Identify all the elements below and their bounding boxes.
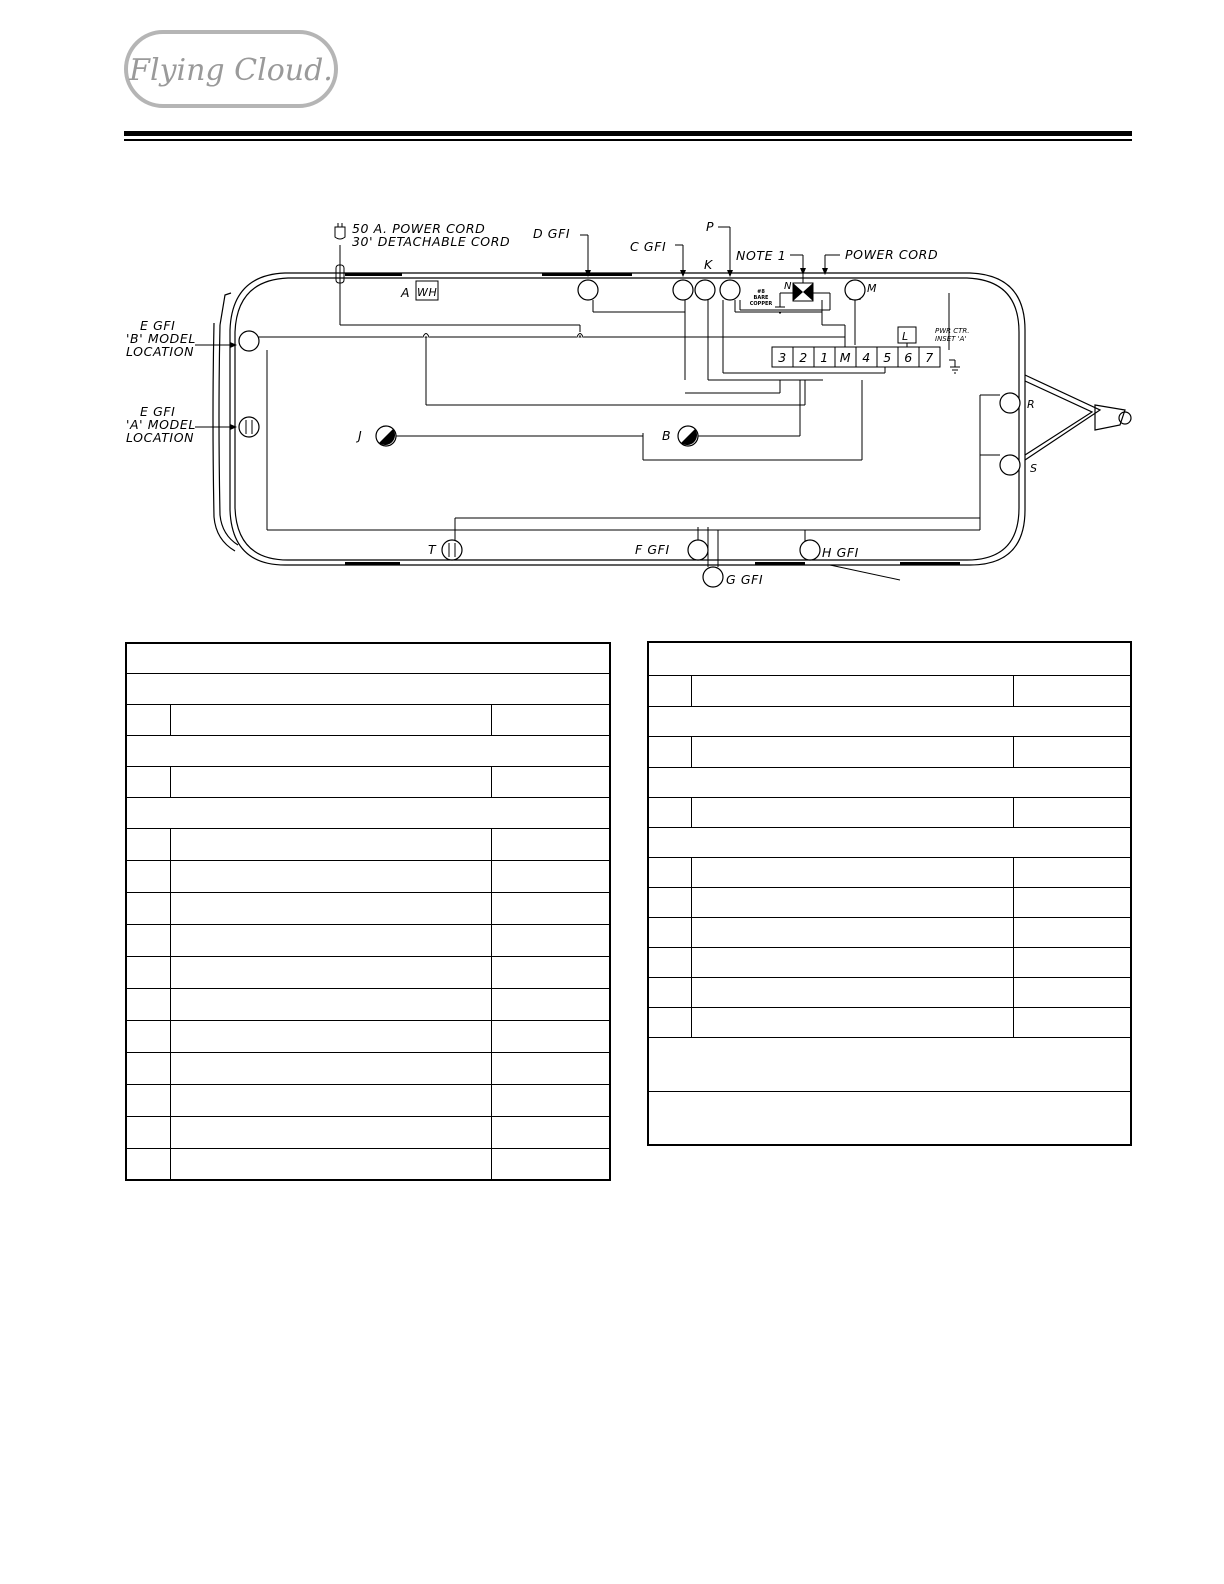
terminal-label: 4 (862, 350, 871, 365)
label-e-gfi-b-2: 'B' MODEL (126, 331, 196, 346)
cell-num (648, 857, 691, 887)
terminal-label: 6 (904, 350, 913, 365)
neutral-bowtie-icon (793, 283, 813, 301)
cell-num (126, 924, 170, 956)
table-row (648, 857, 1131, 887)
label-power-cord-1: 50 A. POWER CORD (352, 221, 486, 236)
cell-val (491, 956, 610, 988)
cell-desc (170, 988, 491, 1020)
table-section-row (648, 827, 1131, 857)
label-bare-copper-1: #8 (757, 289, 765, 295)
table-row (126, 1116, 610, 1148)
terminal-label: 5 (883, 350, 892, 365)
label-k: K (704, 257, 713, 272)
cell-desc (691, 675, 1013, 706)
label-r: R (1027, 398, 1036, 411)
label-p: P (706, 219, 715, 234)
cell-desc (691, 947, 1013, 977)
label-e-gfi-b-1: E GFI (140, 318, 176, 333)
receptacle-c-gfi (673, 280, 693, 300)
header-rule-thick (124, 131, 1132, 136)
cell-desc (691, 917, 1013, 947)
cell-num (648, 797, 691, 827)
receptacle-t (442, 540, 462, 560)
cell-num (648, 887, 691, 917)
cell-num (648, 736, 691, 767)
cell-num (648, 917, 691, 947)
label-e-gfi-a-2: 'A' MODEL (126, 417, 196, 432)
label-e-gfi-a-1: E GFI (140, 404, 176, 419)
cell-val (491, 704, 610, 735)
cell-val (1013, 736, 1131, 767)
label-e-gfi-b-3: LOCATION (126, 344, 195, 359)
cell-num (126, 1020, 170, 1052)
table-row (126, 704, 610, 735)
right-spec-table (647, 641, 1132, 1146)
receptacle-p (720, 280, 740, 300)
cell-desc (170, 1052, 491, 1084)
cell-desc (691, 887, 1013, 917)
cell-val (1013, 887, 1131, 917)
table-section-row (126, 643, 610, 673)
table-section-row (648, 642, 1131, 675)
section-cell (648, 827, 1131, 857)
cell-num (648, 1007, 691, 1037)
cell-num (126, 892, 170, 924)
cell-val (491, 1148, 610, 1180)
label-j: J (358, 428, 363, 443)
cell-num (126, 860, 170, 892)
table-row (126, 956, 610, 988)
table-row (126, 860, 610, 892)
cell-num (126, 1052, 170, 1084)
cell-desc (170, 1148, 491, 1180)
label-m: M (867, 282, 878, 295)
cell-val (1013, 857, 1131, 887)
cell-desc (691, 977, 1013, 1007)
label-wh: WH (417, 286, 438, 299)
label-e-gfi-a-3: LOCATION (126, 430, 195, 445)
table-row (648, 947, 1131, 977)
table-section-row (126, 797, 610, 828)
table-row (648, 917, 1131, 947)
table-row (648, 887, 1131, 917)
table-row (126, 988, 610, 1020)
cell-desc (691, 797, 1013, 827)
label-bare-copper-3: COPPER (749, 301, 773, 307)
terminal-label: 3 (778, 350, 787, 365)
cell-desc (170, 1020, 491, 1052)
cell-val (491, 1020, 610, 1052)
cell-val (491, 766, 610, 797)
table-row (648, 736, 1131, 767)
receptacle-s (1000, 455, 1020, 475)
table-row (126, 766, 610, 797)
cell-val (1013, 947, 1131, 977)
cell-num (126, 1116, 170, 1148)
cell-num (648, 977, 691, 1007)
receptacle-g-gfi (703, 567, 723, 587)
terminal-label: 2 (799, 350, 808, 365)
table-section-row (126, 735, 610, 766)
table-row (126, 1052, 610, 1084)
table-row (648, 977, 1131, 1007)
cell-val (491, 892, 610, 924)
cell-num (126, 1148, 170, 1180)
table-row (648, 1007, 1131, 1037)
label-b: B (662, 428, 672, 443)
label-l: L (902, 330, 909, 343)
label-f-gfi: F GFI (635, 542, 670, 557)
cell-num (126, 956, 170, 988)
receptacle-f-gfi (688, 540, 708, 560)
cell-num (648, 947, 691, 977)
cell-val (491, 988, 610, 1020)
section-cell (648, 1091, 1131, 1145)
table-section-row (648, 706, 1131, 736)
light-fixture-j (376, 426, 396, 446)
label-pwr-ctr-1: PWR CTR. (935, 327, 970, 335)
label-c-gfi: C GFI (630, 239, 667, 254)
receptacle-r (1000, 393, 1020, 413)
table-section-row (126, 673, 610, 704)
cell-desc (691, 736, 1013, 767)
light-fixture-b (678, 426, 698, 446)
section-cell (648, 706, 1131, 736)
receptacle-e-gfi-b (239, 331, 259, 351)
terminal-label: 7 (925, 350, 934, 365)
table-section-row (648, 767, 1131, 797)
section-cell (648, 1037, 1131, 1091)
terminal-label: M (839, 350, 852, 365)
section-cell (126, 797, 610, 828)
cell-num (126, 766, 170, 797)
cell-val (1013, 977, 1131, 1007)
label-power-cord-2: 30' DETACHABLE CORD (352, 234, 511, 249)
table-row (126, 1084, 610, 1116)
cell-num (126, 988, 170, 1020)
receptacle-d-gfi (578, 280, 598, 300)
label-t: T (428, 542, 437, 557)
table-row (126, 924, 610, 956)
cell-num (648, 675, 691, 706)
cell-num (126, 704, 170, 735)
cell-desc (170, 956, 491, 988)
section-cell (648, 642, 1131, 675)
label-d-gfi: D GFI (533, 226, 571, 241)
flying-cloud-logo (124, 30, 338, 108)
section-cell (648, 767, 1131, 797)
cell-desc (170, 860, 491, 892)
receptacle-k (695, 280, 715, 300)
cell-val (491, 860, 610, 892)
table-row (126, 1148, 610, 1180)
cell-num (126, 1084, 170, 1116)
receptacle-h-gfi (800, 540, 820, 560)
cell-desc (691, 857, 1013, 887)
cell-desc (170, 1116, 491, 1148)
cell-desc (170, 828, 491, 860)
table-row (126, 1020, 610, 1052)
cell-desc (170, 704, 491, 735)
cell-val (491, 1084, 610, 1116)
cell-desc (691, 1007, 1013, 1037)
cell-val (491, 828, 610, 860)
receptacle-m (845, 280, 865, 300)
label-pwr-ctr-2: INSET 'A' (935, 335, 967, 343)
cell-val (1013, 675, 1131, 706)
table-section-row (648, 1037, 1131, 1091)
label-n: N (784, 281, 793, 292)
label-a: A (401, 285, 411, 300)
wiring-diagram (110, 215, 1140, 600)
label-s: S (1030, 462, 1038, 475)
cell-desc (170, 892, 491, 924)
logo-text: Flying Cloud. (129, 53, 333, 88)
cell-val (491, 924, 610, 956)
terminal-label: 1 (820, 350, 829, 365)
label-power-cord: POWER CORD (845, 247, 939, 262)
section-cell (126, 643, 610, 673)
left-spec-table (125, 642, 611, 1181)
cell-val (1013, 797, 1131, 827)
table-row (648, 675, 1131, 706)
section-cell (126, 673, 610, 704)
label-note1: NOTE 1 (736, 248, 787, 263)
header-rule-thin (124, 139, 1132, 141)
trailer-body-outline (230, 273, 1025, 565)
cell-val (491, 1116, 610, 1148)
label-h-gfi: H GFI (822, 545, 859, 560)
cell-desc (170, 924, 491, 956)
cell-val (491, 1052, 610, 1084)
cell-val (1013, 1007, 1131, 1037)
cell-num (126, 828, 170, 860)
terminal-strip (772, 347, 940, 367)
table-section-row (648, 1091, 1131, 1145)
table-row (126, 892, 610, 924)
section-cell (126, 735, 610, 766)
cell-desc (170, 1084, 491, 1116)
table-row (648, 797, 1131, 827)
receptacle-e-gfi-a (239, 417, 259, 437)
table-row (126, 828, 610, 860)
cell-desc (170, 766, 491, 797)
label-g-gfi: G GFI (726, 572, 764, 587)
label-bare-copper-2: BARE (753, 295, 769, 301)
cell-val (1013, 917, 1131, 947)
